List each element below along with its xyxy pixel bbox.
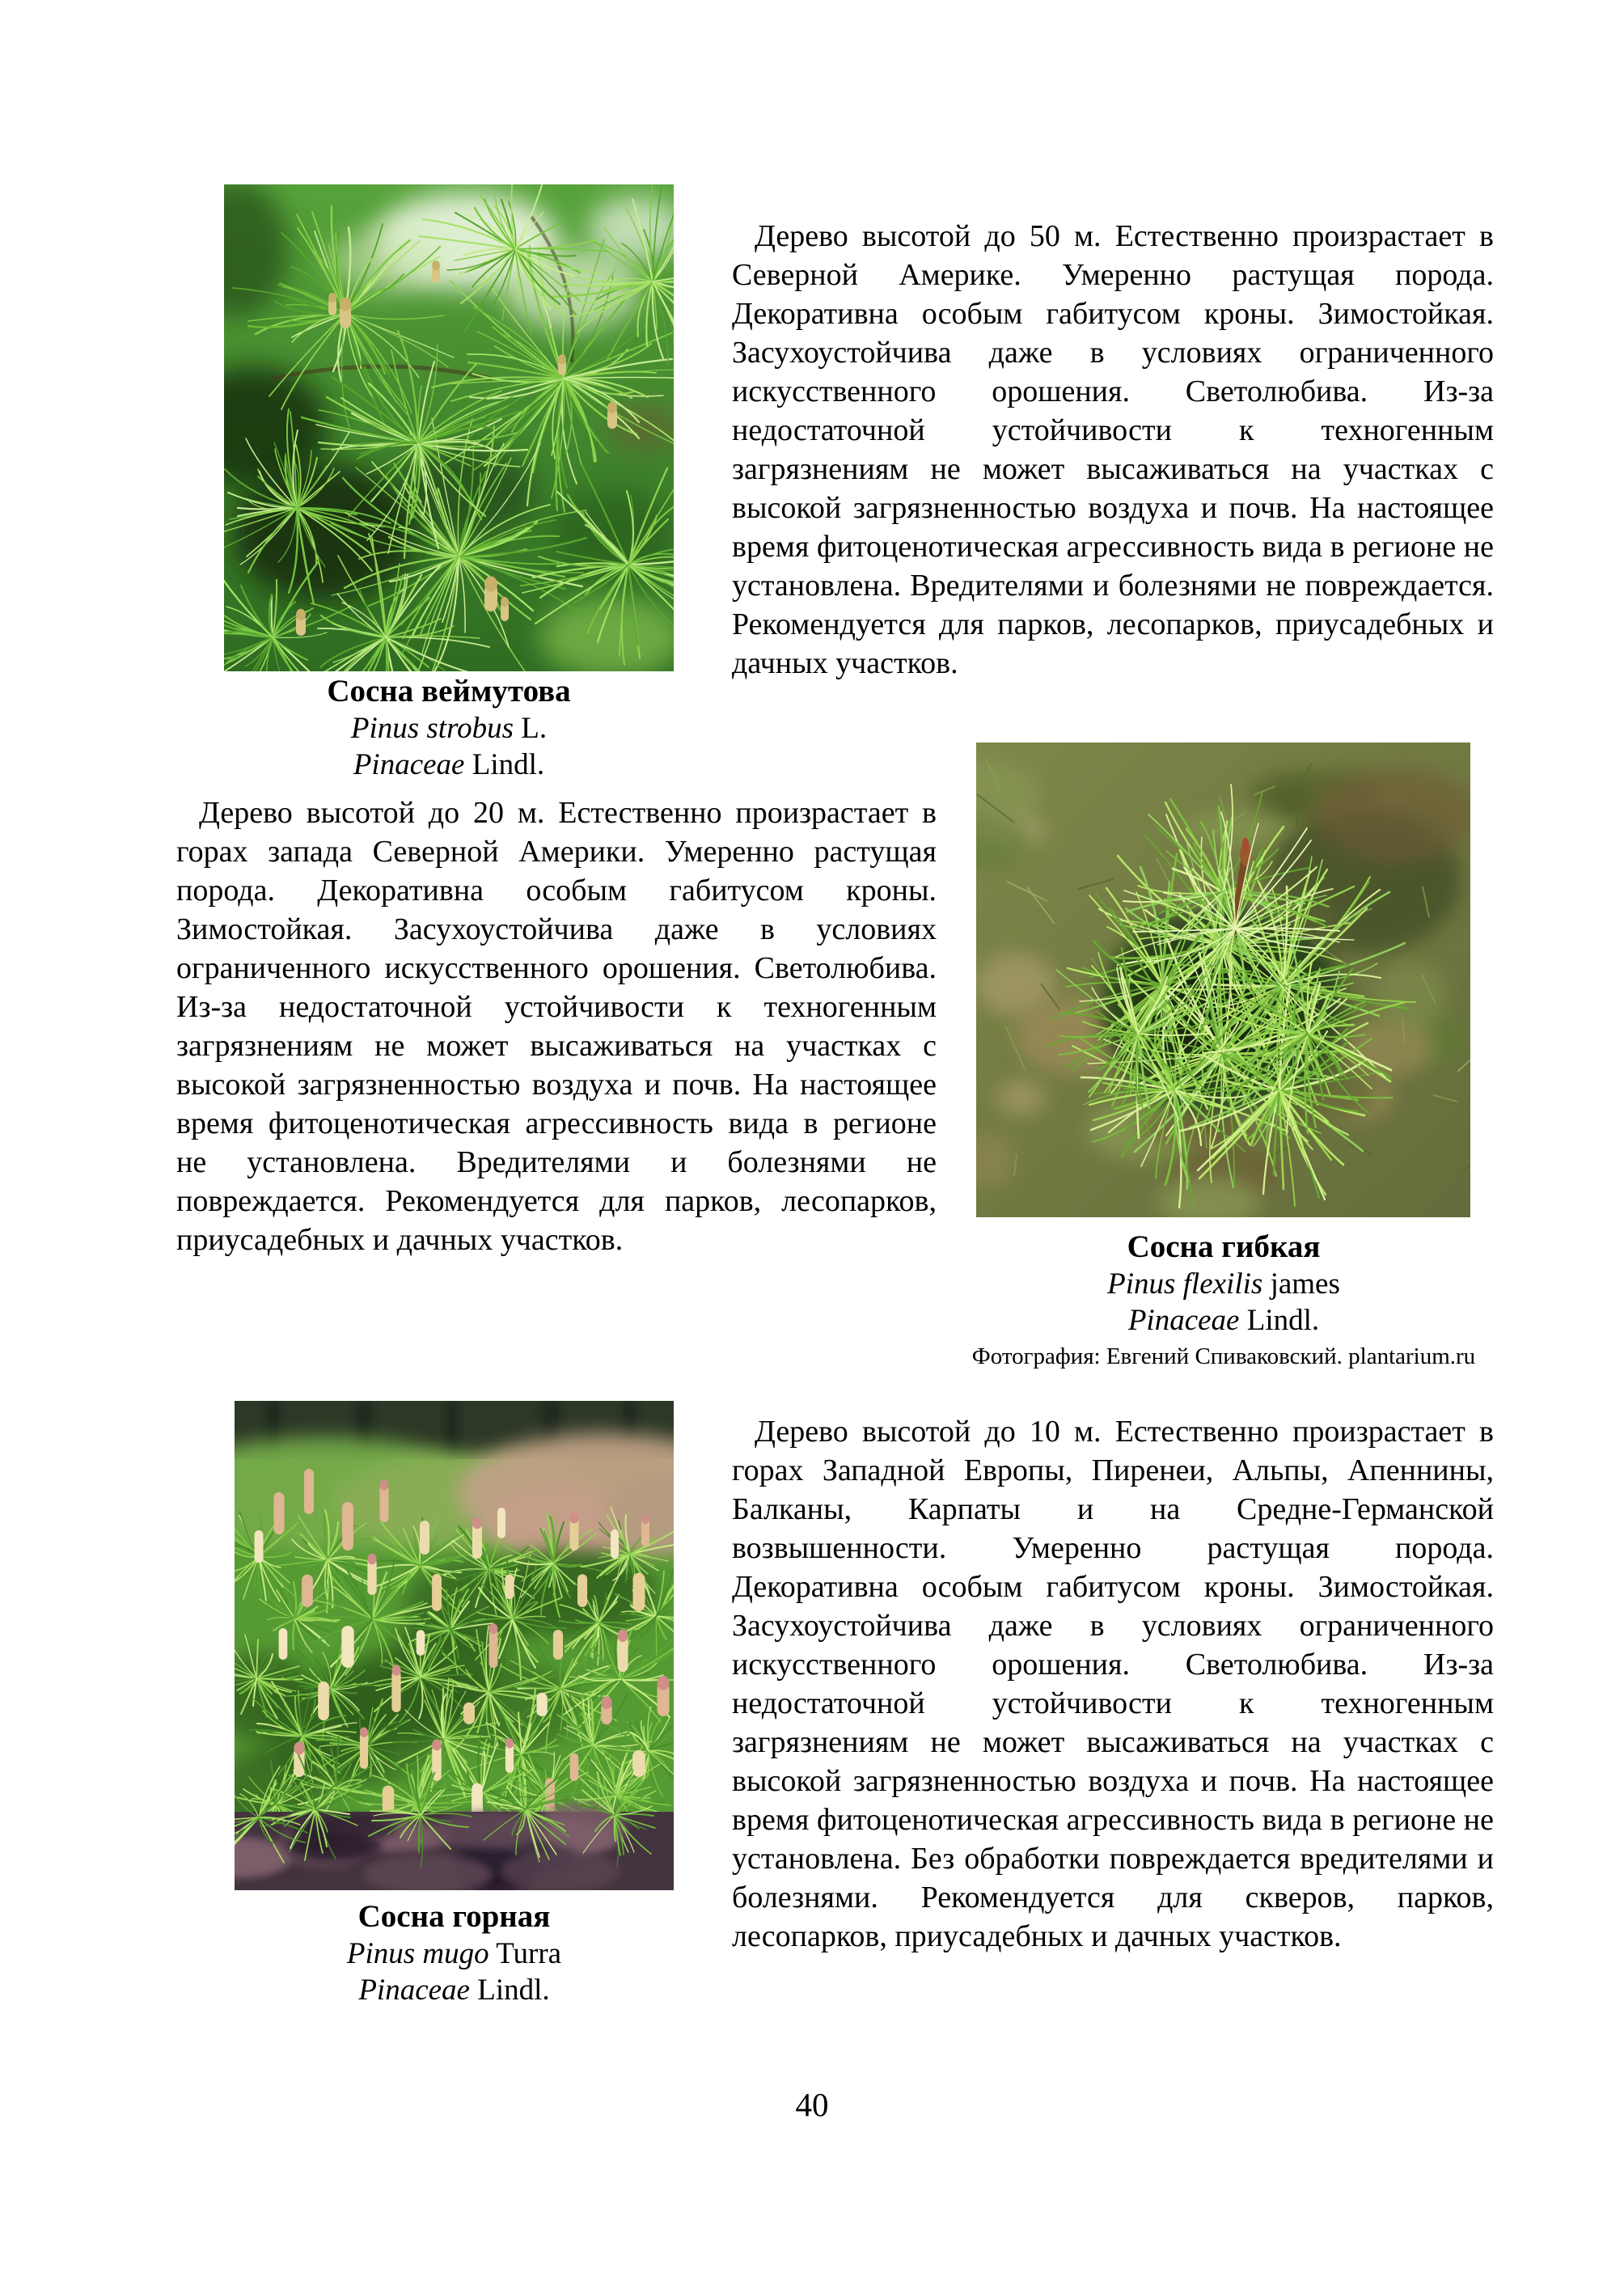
description-pinus-strobus: Дерево высотой до 50 м. Естественно произрастает в Северной Америке. Умеренно растущая порода. Декоративна особым габитусом кроны. Зимостойкая. Засухоустойчива даже в условиях ограниченного искусственного орошения. Светолюбива. Из-за недостаточной устойчивости к техногенным загрязнениям не может высаживаться на участках с высокой загрязненностью воздуха и почв. На настоящее время фитоценотическая агрессивность вида в регионе не установлена. Вредителями и болезнями не повреждается. Рекомендуется для парков, лесопарков, приусадебных и дачных участков. [732, 219, 1494, 680]
latin-authority: james [1270, 1267, 1340, 1301]
figure-pinus-strobus [224, 184, 674, 783]
description-pinus-flexilis: Дерево высотой до 20 м. Естественно произрастает в горах запада Северной Америки. Умеренно растущая порода. Декоративна особым габитусом кроны. Зимостойкая. Засухоустойчива даже в условиях ограниченного искусственного орошения. Светолюбива. Из-за недостаточной устойчивости к техногенным загрязнениям не может высаживаться на участках с высокой загрязненностью воздуха и почв. На настоящее время фитоценотическая агрессивность вида в регионе не установлена. Вредителями и болезнями не повреждается. Рекомендуется для парков, лесопарков, приусадебных и дачных участков. [176, 796, 937, 1257]
family-authority: Lindl. [1246, 1304, 1320, 1337]
species-russian-name: Сосна гибкая [1127, 1229, 1321, 1264]
latin-binomial: Pinus flexilis [1107, 1267, 1263, 1301]
species-russian-name: Сосна горная [357, 1899, 551, 1934]
pine-strobus-photo [224, 184, 674, 671]
family-authority: Lindl. [472, 748, 545, 781]
species-russian-name: Сосна веймутова [327, 674, 571, 709]
caption-pinus-flexilis [933, 1229, 1515, 1371]
latin-binomial: Pinus strobus [350, 712, 514, 745]
figure-pinus-mugo [235, 1401, 674, 2008]
pine-mugo-photo [235, 1401, 674, 1890]
photo-credit: Фотография: Евгений Спиваковский. plantarium.ru [971, 1343, 1476, 1369]
page-number: 40 [795, 2086, 829, 2123]
pine-flexilis-photo [976, 742, 1470, 1217]
figure-pinus-flexilis [971, 742, 1476, 1371]
family-name: Pinaceae [358, 1974, 470, 2007]
family-authority: Lindl. [477, 1974, 550, 2007]
latin-binomial: Pinus mugo [346, 1937, 489, 1970]
family-name: Pinaceae [1127, 1304, 1240, 1337]
species-latin-line [224, 710, 674, 747]
species-family-line [235, 1972, 674, 2008]
caption-pinus-mugo [235, 1898, 674, 2008]
latin-authority: Turra [496, 1937, 562, 1970]
caption-pinus-strobus [224, 673, 674, 783]
species-latin-line [933, 1266, 1515, 1302]
species-family-line [224, 747, 674, 783]
family-name: Pinaceae [353, 748, 465, 781]
description-pinus-mugo: Дерево высотой до 10 м. Естественно произрастает в горах Западной Европы, Пиренеи, Альпы, Апеннины, Балканы, Карпаты и на Средне-Германской возвышенности. Умеренно растущая порода. Декоративна особым габитусом кроны. Зимостойкая. Засухоустойчива даже в условиях ограниченного искусственного орошения. Светолюбива. Из-за недостаточной устойчивости к техногенным загрязнениям не может высаживаться на участках с высокой загрязненностью воздуха и почв. На настоящее время фитоценотическая агрессивность вида в регионе не установлена. Без обработки повреждается вредителями и болезнями. Рекомендуется для скверов, парков, лесопарков, приусадебных и дачных участков. [732, 1415, 1494, 1953]
latin-authority: L. [521, 712, 548, 745]
species-family-line [933, 1302, 1515, 1339]
species-latin-line [235, 1936, 674, 1972]
